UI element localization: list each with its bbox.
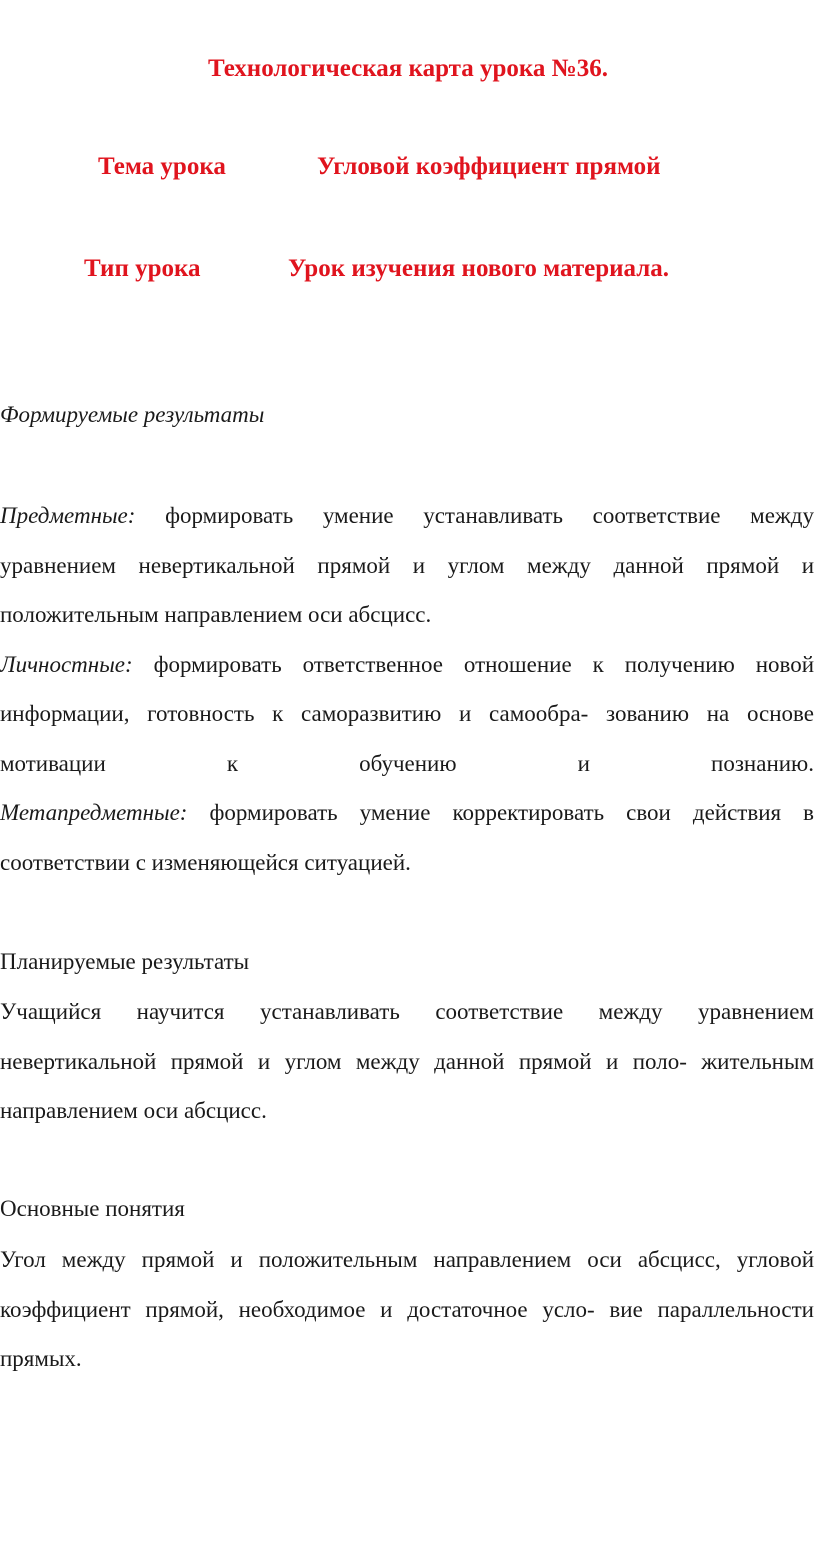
lesson-type-label: Тип урока [84, 255, 201, 282]
key-concepts-section [0, 1235, 814, 1384]
personal-results-text: формировать ответственное отношение к получению новой информации, готовность к саморазвитию и самообра- зованию на основе мотивации к обучению и познанию. [0, 651, 815, 776]
lesson-type-value: Урок изучения нового материала. [288, 255, 670, 282]
topic-label: Тема урока [98, 153, 226, 180]
key-concepts-heading: Основные понятия [0, 1196, 185, 1221]
personal-results-lead: Личностные: [0, 651, 133, 677]
planned-results-text: Учащийся научится устанавливать соответствие между уравнением невертикальной прямой и углом между данной прямой и поло- жительным направлением оси абсцисс. [0, 999, 814, 1123]
formed-results-section [0, 491, 814, 887]
subject-results-lead: Предметные: [0, 503, 136, 528]
meta-results-lead: Метапредметные: [0, 800, 188, 825]
planned-results-section [0, 987, 814, 1136]
planned-results-heading: Планируемые результаты [0, 949, 250, 974]
formed-results-heading: Формируемые результаты [0, 402, 265, 427]
meta-results-paragraph [0, 788, 814, 887]
subject-results-paragraph [0, 491, 814, 640]
meta-results-text: формировать умение корректировать свои действия в соответствии с изменяющейся ситуацией. [0, 800, 814, 875]
page-title: Технологическая карта урока №36. [207, 55, 609, 82]
topic-value: Угловой коэффициент прямой [317, 153, 661, 180]
key-concepts-text: Угол между прямой и положительным направлением оси абсцисс, угловой коэффициент прямой, необходимое и достаточное усло- вие параллельности прямых. [0, 1247, 814, 1371]
personal-results-paragraph [0, 640, 814, 789]
subject-results-text: формировать умение устанавливать соответствие между уравнением невертикальной прямой и углом между данной прямой и положительным направлением оси абсцисс. [0, 503, 814, 627]
